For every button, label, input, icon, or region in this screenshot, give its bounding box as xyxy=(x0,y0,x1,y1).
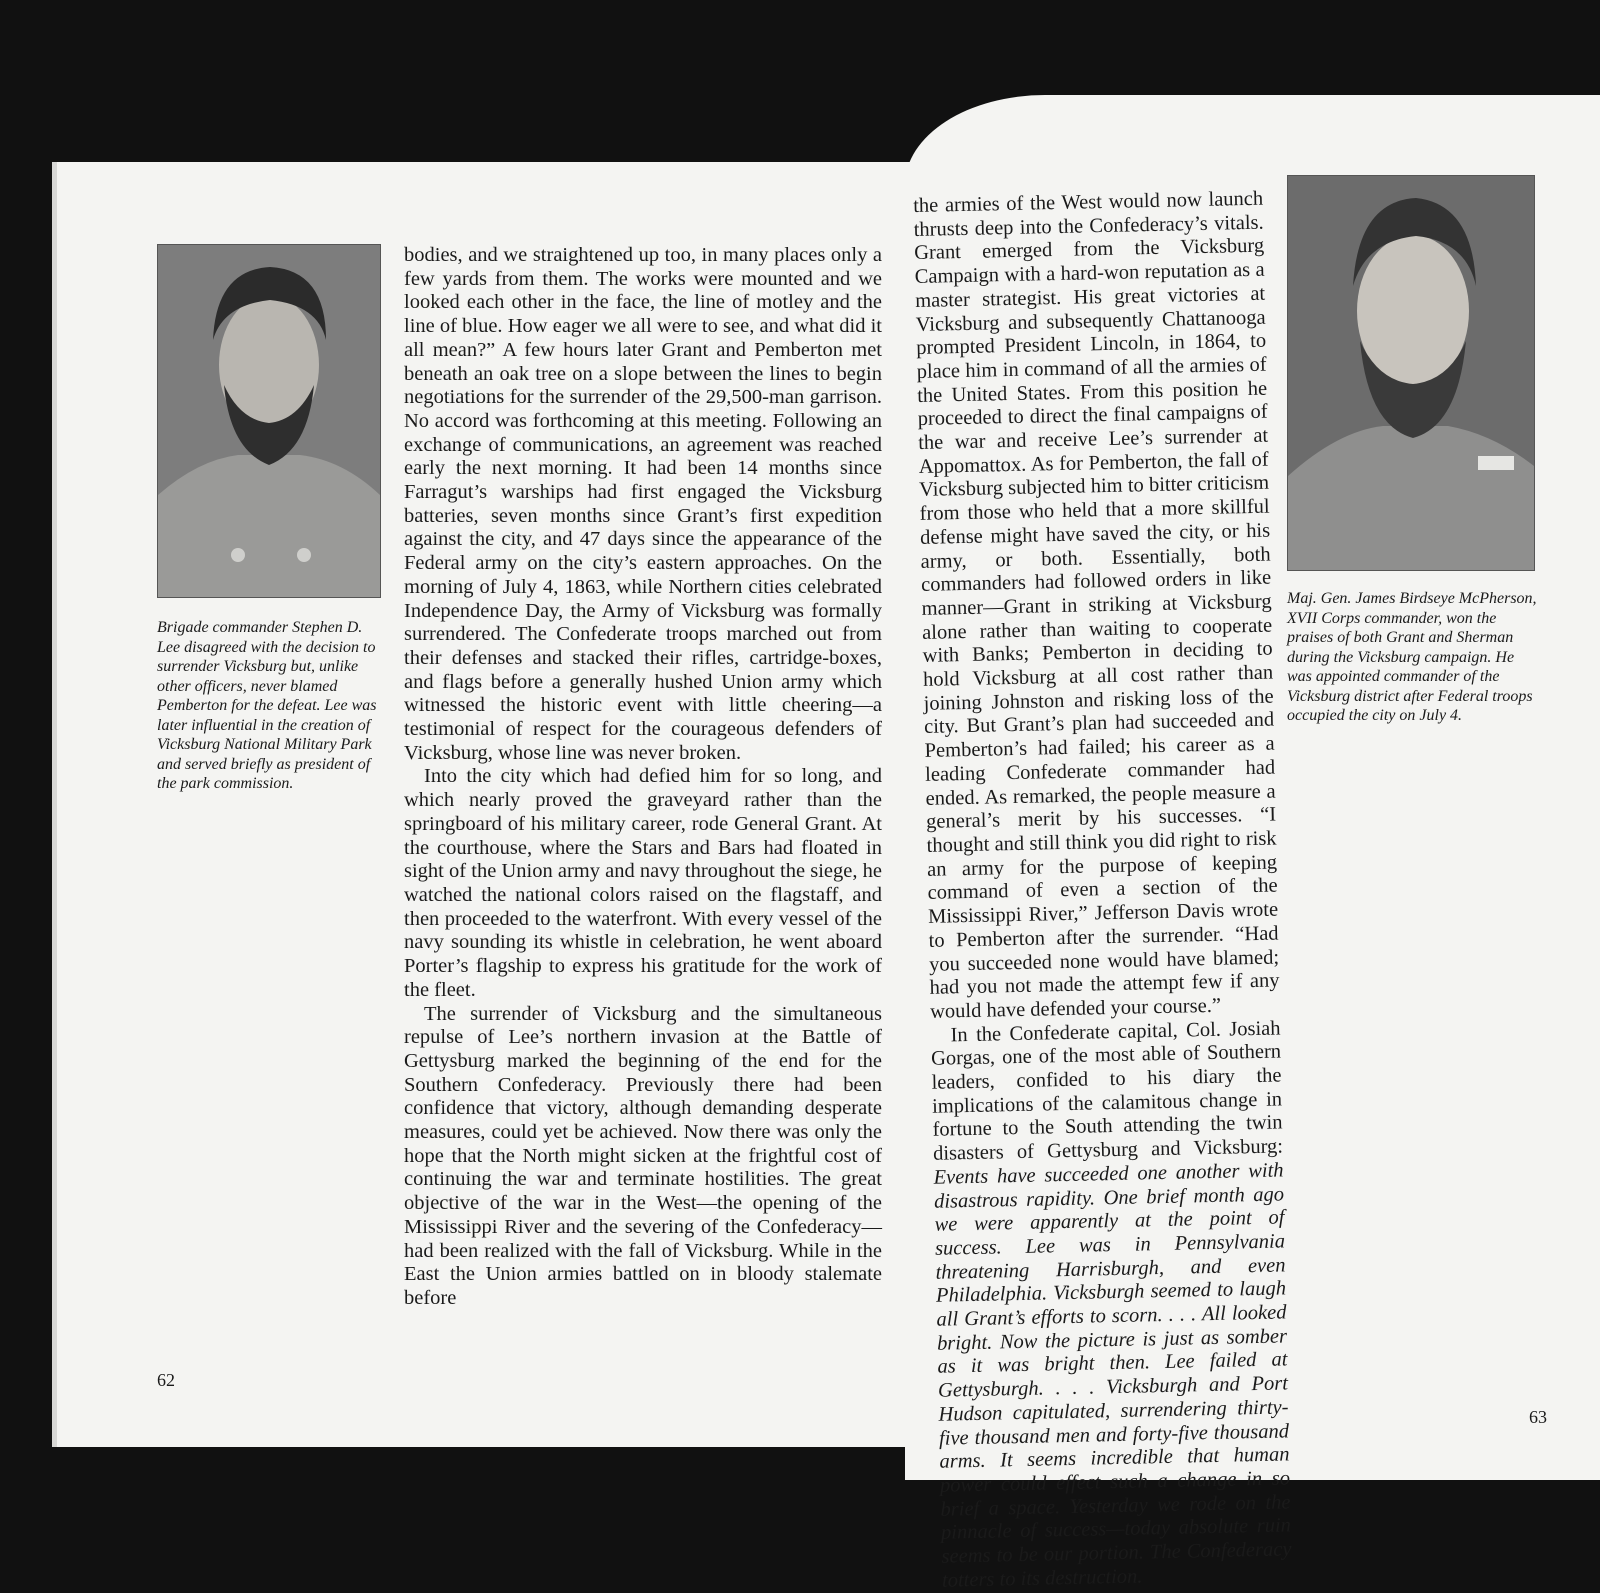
portrait-stephen-lee xyxy=(157,244,381,598)
page-number-left: 62 xyxy=(157,1370,175,1390)
mcpherson-caption: Maj. Gen. James Birdseye McPherson, XVII Corps commander, won the praises of both Grant and Sherman during the Vicksburg campaign. He was appointed commander of the Vicksburg district after Federal troops occupied the city on July 4. xyxy=(1287,590,1537,724)
right-body-text xyxy=(913,188,1292,1593)
paragraph-1: bodies, and we straightened up too, in many places only a few yards from them. The works were mounted and we looked each other in the face, the line of motley and the line of blue. How eager we all were to see, and what did it all mean?” A few hours later Grant and Pemberton met beneath an oak tree on a slope between the lines to begin negotiations for the surrender of the 29,500-man garrison. No accord was forthcoming at this meeting. Following an exchange of communications, an agreement was reached early the next morning. It had been 14 months since Farragut’s warships had first engaged the Vicksburg batteries, seven months since Grant’s first expedition against the city, and 47 days since the appearance of the Federal army on the city’s eastern approaches. On the morning of July 4, 1863, while Northern cities celebrated Independence Day, the Army of Vicksburg was formally surrendered. The Confederate troops marched out from their defenses and stacked their rifles, cartridge-boxes, and flags before a generally hushed Union army which witnessed the historic event with little cheering—a testimonial of respect for the courageous defenders of Vicksburg, whose line was never broken. xyxy=(404,244,882,764)
lee-caption: Brigade commander Stephen D. Lee disagreed with the decision to surrender Vicksburg but, unlike other officers, never blamed Pemberton for the defeat. Lee was later influential in the creation of Vicksburg National Military Park and served briefly as president of the park commission. xyxy=(157,619,377,792)
paragraph-4: the armies of the West would now launch thrusts deep into the Confederacy’s vitals. Grant emerged from the Vicksburg Campaign with a hard-won reputation as a master strategist. His great victories at Vicksburg and subsequently Chattanooga prompted President Lincoln, in 1864, to place him in command of all the armies of the United States. From this position he proceeded to direct the final campaigns of the war and receive Lee’s surrender at Appomattox. As for Pemberton, the fall of Vicksburg subjected him to bitter criticism from those who held that a more skillful defense might have saved the city, or his army, or both. Essentially, both commanders had followed orders in like manner—Grant in striking at Vicksburg alone rather than waiting to cooperate with Banks; Pemberton in deciding to hold Vicksburg at all cost rather than joining Johnston and risking loss of the city. But Grant’s plan had succeeded and Pemberton’s had failed; his career as a leading Confederate commander had ended. As remarked, the people measure a general’s merit by his successes. “I thought and still think you did right to risk an army for the purpose of keeping command of even a section of the Mississippi River,” Jefferson Davis wrote to Pemberton after the surrender. “Had you succeeded none would have blamed; had you not made the attempt few if any would have defended your course.” xyxy=(913,187,1280,1023)
paragraph-2: Into the city which had defied him for so long, and which nearly proved the graveyard rather than the springboard of his military career, rode General Grant. At the courthouse, where the Stars and Bars had floated in sight of the Union army and navy throughout the siege, he watched the national colors raised on the flagstaff, and then proceeded to the waterfront. With every vessel of the navy sounding its whistle in celebration, he went aboard Porter’s flagship to express his gratitude for the work of the fleet. xyxy=(404,765,882,1001)
right-page xyxy=(905,95,1600,1592)
portrait-james-mcpherson-image xyxy=(1288,176,1534,570)
left-body-text xyxy=(404,244,882,1311)
gorgas-diary-quote: Events have succeeded one another with disastrous rapidity. One brief month ago we were apparently at the point of success. Lee was in Pennsylvania threatening Harrisburgh, and even Philadelphia. Vicksburgh seemed to laugh all Grant’s efforts to scorn. . . . All looked bright. Now the picture is just as somber as it was bright then. Lee failed at Gettysburgh. . . . Vicksburgh and Port Hudson capitulated, surrendering thirty-five thousand men and forty-five thousand arms. It seems incredible that human power could effect such a change in so brief a space. Yesterday we rode on the pinnacle of success—today absolute ruin seems to be our portion. The Confederacy totters to its destruction. xyxy=(933,1159,1292,1592)
paragraph-3: The surrender of Vicksburg and the simultaneous repulse of Lee’s northern invasion at the Battle of Gettysburg marked the beginning of the end for the Southern Confederacy. Previously there had been confidence that victory, although demanding desperate measures, could yet be achieved. Now there was only the hope that the North might sicken at the frightful cost of continuing the war and terminate hostilities. The great objective of the war in the West—the opening of the Mississippi River and the severing of the Confederacy—had been realized with the fall of Vicksburg. While in the East the Union armies battled on in bloody stalemate before xyxy=(404,1002,882,1309)
page-number-right: 63 xyxy=(1529,1407,1547,1427)
left-page xyxy=(52,162,910,1447)
paragraph-5 xyxy=(930,1017,1292,1593)
portrait-james-mcpherson xyxy=(1287,175,1535,571)
portrait-stephen-lee-image xyxy=(158,245,380,597)
paragraph-5-text: In the Confederate capital, Col. Josiah Gorgas, one of the most able of Southern leaders, confided to his diary the implications of the calamitous change in fortune to the South attending the twin disasters of Gettysburg and Vicksburg: xyxy=(930,1017,1284,1165)
